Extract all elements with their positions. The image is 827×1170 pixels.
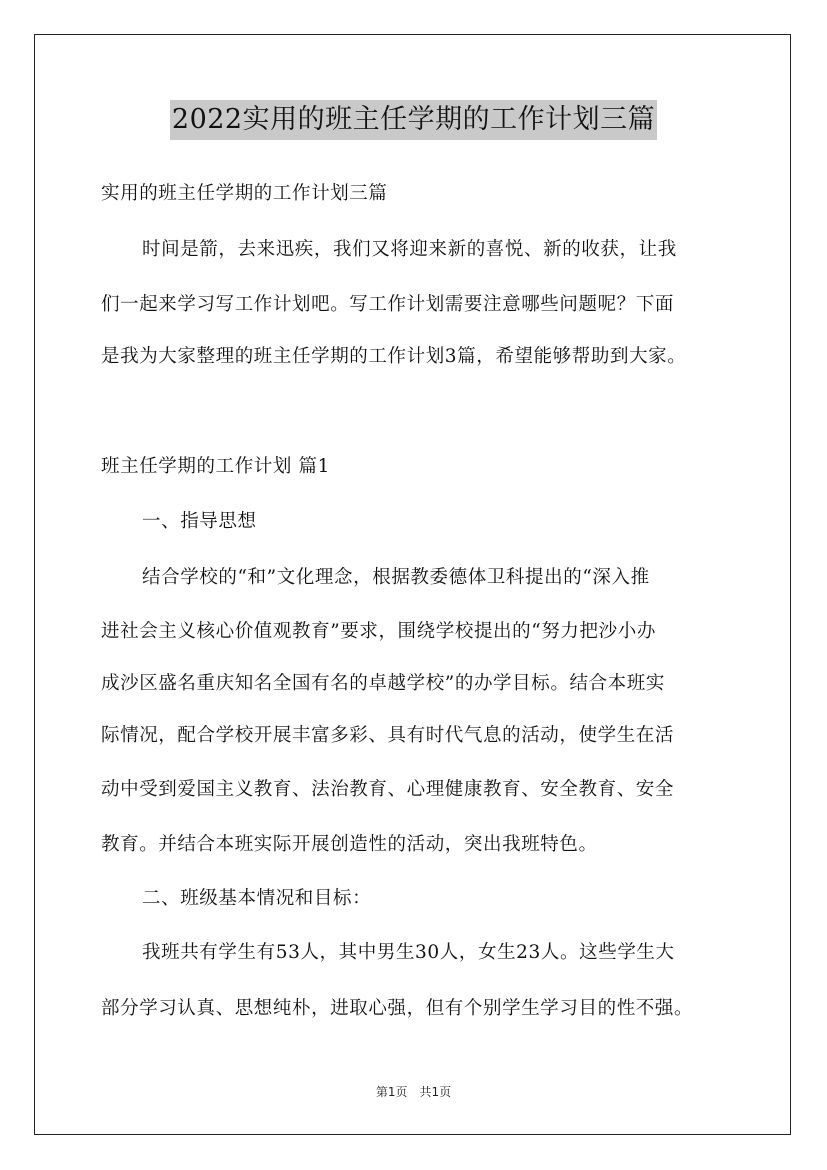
- part2-heading: 二、班级基本情况和目标：: [142, 888, 372, 909]
- part1-line-6: 教育。并结合本班实际开展创造性的活动，突出我班特色。: [101, 834, 598, 855]
- part1-heading: 一、指导思想: [142, 511, 257, 532]
- part2-line-1: 我班共有学生有53人，其中男生30人，女生23人。这些学生大: [142, 942, 675, 963]
- part1-line-2: 进社会主义核心价值观教育”要求，围绕学校提出的“努力把沙小办: [101, 621, 656, 642]
- document-title: 2022实用的班主任学期的工作计划三篇: [170, 100, 657, 140]
- part1-line-5: 动中受到爱国主义教育、法治教育、心理健康教育、安全教育、安全: [101, 779, 675, 800]
- page-number: 第1页: [375, 1085, 408, 1099]
- page-total: 共1页: [419, 1085, 452, 1099]
- part1-line-4: 际情况，配合学校开展丰富多彩、具有时代气息的活动，使学生在活: [101, 725, 675, 746]
- intro-line-3: 是我为大家整理的班主任学期的工作计划3篇，希望能够帮助到大家。: [101, 346, 687, 367]
- part1-line-3: 成沙区盛名重庆知名全国有名的卓越学校”的办学目标。结合本班实: [101, 673, 665, 694]
- intro-line-1: 时间是箭，去来迅疾，我们又将迎来新的喜悦、新的收获，让我: [142, 239, 677, 260]
- part1-line-1: 结合学校的“和”文化理念，根据教委德体卫科提出的“深入推: [142, 567, 650, 588]
- page-footer: [0, 1084, 827, 1100]
- title-container: [0, 100, 827, 140]
- section-heading: 班主任学期的工作计划 篇1: [101, 456, 330, 477]
- intro-line-2: 们一起来学习写工作计划吧。写工作计划需要注意哪些问题呢？下面: [101, 294, 675, 315]
- part2-line-2: 部分学习认真、思想纯朴，进取心强，但有个别学生学习目的性不强。: [101, 998, 694, 1019]
- document-subtitle: 实用的班主任学期的工作计划三篇: [101, 183, 388, 204]
